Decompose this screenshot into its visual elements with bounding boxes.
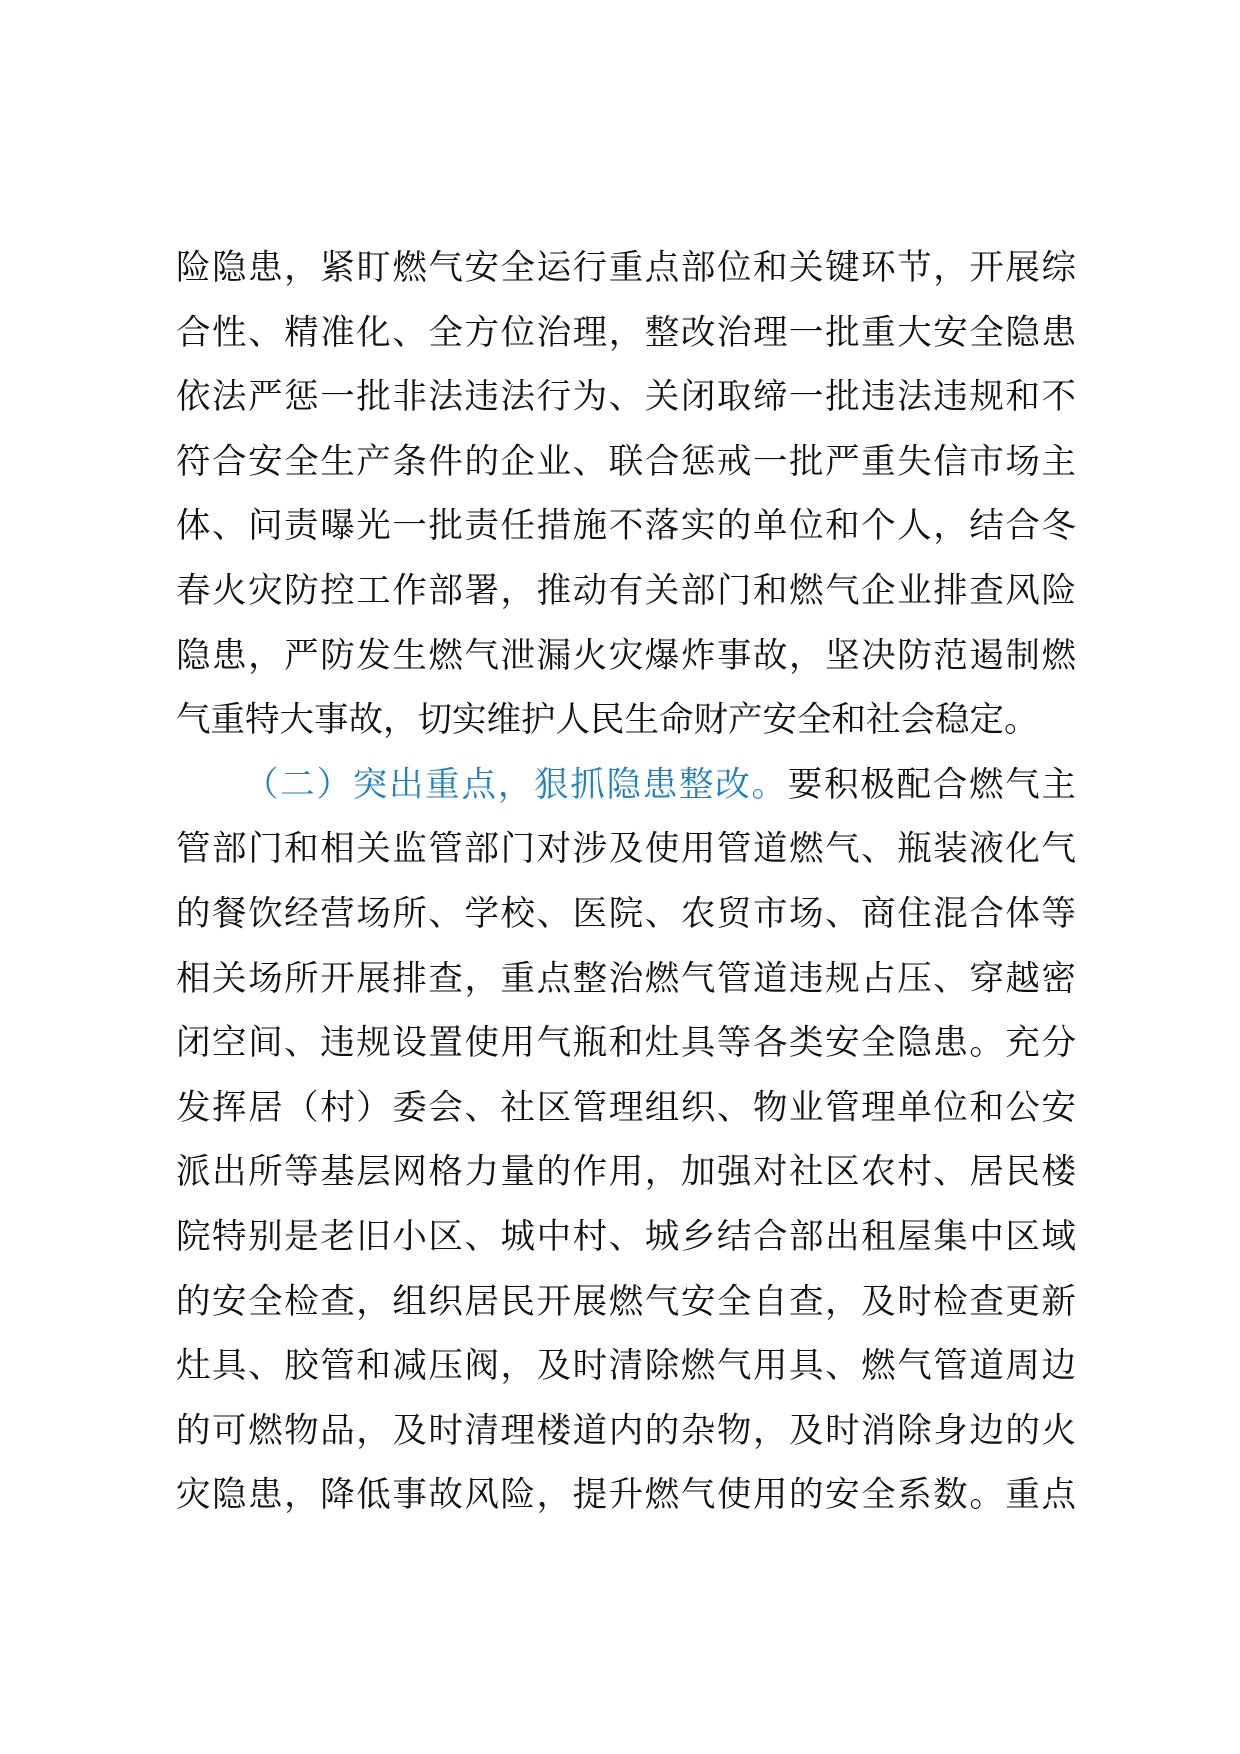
body-line: 体、问责曝光一批责任措施不落实的单位和个人，结合冬 [176,506,1076,547]
section-line: 的可燃物品，及时清理楼道内的杂物，及时消除身边的火 [176,1410,1076,1451]
section-line: 相关场所开展排查，重点整治燃气管道违规占压、穿越密 [176,958,1076,999]
section-line: 的安全检查，组织居民开展燃气安全自查，及时检查更新 [176,1281,1076,1322]
section-line: 闭空间、违规设置使用气瓶和灶具等各类安全隐患。充分 [176,1023,1076,1064]
section-heading: （二）突出重点，狠抓隐患整改。 [244,764,788,805]
body-line: 春火灾防控工作部署，推动有关部门和燃气企业排查风险 [176,570,1076,611]
section-first-line [176,753,1076,818]
section-line: 的餐饮经营场所、学校、医院、农贸市场、商住混合体等 [176,893,1076,934]
body-line: 符合安全生产条件的企业、联合惩戒一批严重失信市场主 [176,441,1076,482]
document-body [176,236,1076,1528]
section-line: 发挥居（村）委会、社区管理组织、物业管理单位和公安 [176,1087,1076,1128]
section-line: 灾隐患，降低事故风险，提升燃气使用的安全系数。重点 [176,1475,1076,1516]
section-line: 管部门和相关监管部门对涉及使用管道燃气、瓶装液化气 [176,829,1076,870]
body-line: 合性、精准化、全方位治理，整改治理一批重大安全隐患 [176,312,1076,353]
body-line: 依法严惩一批非法违法行为、关闭取缔一批违法违规和不 [176,377,1076,418]
section-line: 灶具、胶管和减压阀，及时清除燃气用具、燃气管道周边 [176,1346,1076,1387]
section-line: 院特别是老旧小区、城中村、城乡结合部出租屋集中区域 [176,1216,1076,1257]
section-first-line-text: 要积极配合燃气主 [787,764,1076,805]
body-line: 气重特大事故，切实维护人民生命财产安全和社会稳定。 [176,700,1039,741]
body-line: 隐患，严防发生燃气泄漏火灾爆炸事故，坚决防范遏制燃 [176,635,1076,676]
section-line: 派出所等基层网格力量的作用，加强对社区农村、居民楼 [176,1152,1076,1193]
body-line: 险隐患，紧盯燃气安全运行重点部位和关键环节，开展综 [176,248,1076,288]
